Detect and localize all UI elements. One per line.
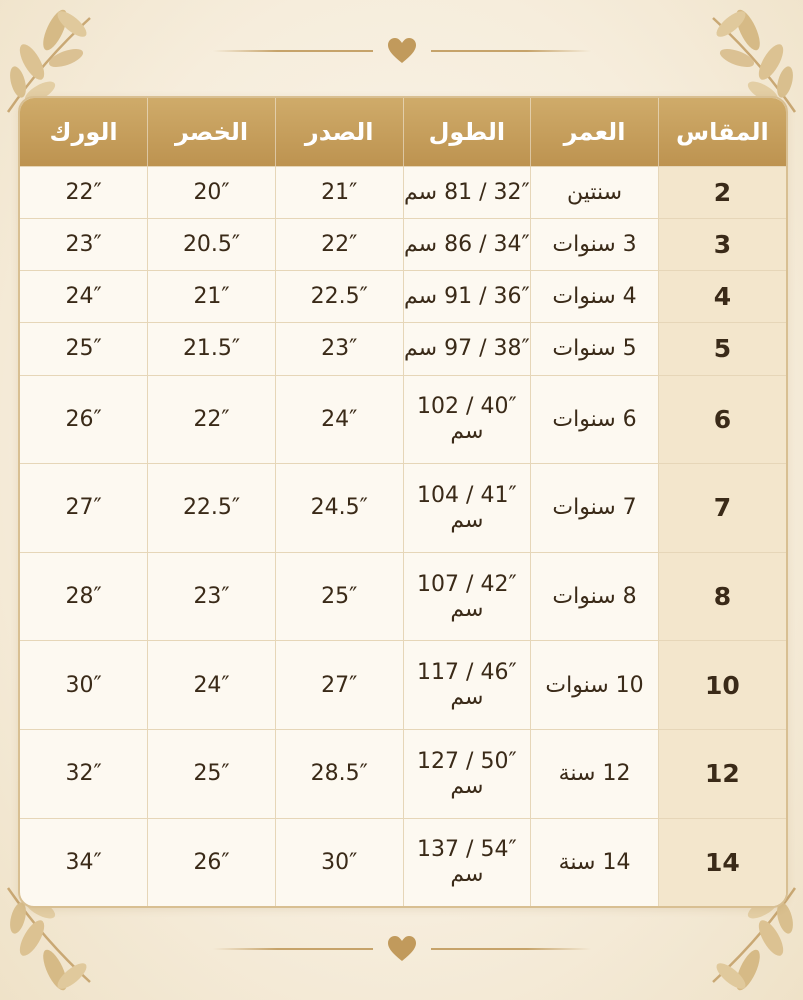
hip-cell: 28″ bbox=[20, 552, 148, 641]
divider-line bbox=[431, 948, 591, 950]
table-row bbox=[20, 375, 786, 464]
age-cell: سنتين bbox=[531, 167, 659, 219]
waist-cell: 22.5″ bbox=[148, 464, 276, 553]
heart-icon bbox=[387, 37, 417, 65]
header-row bbox=[20, 98, 786, 167]
size-cell: 7 bbox=[658, 464, 786, 553]
age-cell: 5 سنوات bbox=[531, 323, 659, 375]
chest-cell: 21″ bbox=[275, 167, 403, 219]
age-cell: 6 سنوات bbox=[531, 375, 659, 464]
length-cell: 42″ / 107 سم bbox=[403, 552, 531, 641]
waist-cell: 24″ bbox=[148, 641, 276, 730]
size-chart-table bbox=[18, 96, 788, 908]
header-chest: الصدر bbox=[275, 98, 403, 167]
header-size: المقاس bbox=[658, 98, 786, 167]
size-cell: 4 bbox=[658, 271, 786, 323]
chest-cell: 24.5″ bbox=[275, 464, 403, 553]
length-cell: 46″ / 117 سم bbox=[403, 641, 531, 730]
hip-cell: 32″ bbox=[20, 730, 148, 819]
length-cell: 38″ / 97 سم bbox=[403, 323, 531, 375]
table-row bbox=[20, 323, 786, 375]
length-cell: 54″ / 137 سم bbox=[403, 818, 531, 906]
top-divider bbox=[0, 36, 803, 66]
bottom-divider bbox=[0, 934, 803, 964]
waist-cell: 26″ bbox=[148, 818, 276, 906]
chest-cell: 25″ bbox=[275, 552, 403, 641]
hip-cell: 26″ bbox=[20, 375, 148, 464]
table-row bbox=[20, 818, 786, 906]
header-waist: الخصر bbox=[148, 98, 276, 167]
header-hip: الورك bbox=[20, 98, 148, 167]
table-row bbox=[20, 167, 786, 219]
chest-cell: 28.5″ bbox=[275, 730, 403, 819]
length-cell: 40″ / 102 سم bbox=[403, 375, 531, 464]
size-cell: 14 bbox=[658, 818, 786, 906]
divider-line bbox=[213, 50, 373, 52]
table-row bbox=[20, 271, 786, 323]
length-cell: 50″ / 127 سم bbox=[403, 730, 531, 819]
table-row bbox=[20, 552, 786, 641]
hip-cell: 25″ bbox=[20, 323, 148, 375]
size-cell: 3 bbox=[658, 219, 786, 271]
table-row bbox=[20, 730, 786, 819]
age-cell: 14 سنة bbox=[531, 818, 659, 906]
hip-cell: 27″ bbox=[20, 464, 148, 553]
age-cell: 7 سنوات bbox=[531, 464, 659, 553]
waist-cell: 21.5″ bbox=[148, 323, 276, 375]
size-cell: 8 bbox=[658, 552, 786, 641]
waist-cell: 20.5″ bbox=[148, 219, 276, 271]
size-cell: 5 bbox=[658, 323, 786, 375]
age-cell: 3 سنوات bbox=[531, 219, 659, 271]
chest-cell: 24″ bbox=[275, 375, 403, 464]
waist-cell: 21″ bbox=[148, 271, 276, 323]
age-cell: 10 سنوات bbox=[531, 641, 659, 730]
heart-icon bbox=[387, 935, 417, 963]
hip-cell: 23″ bbox=[20, 219, 148, 271]
waist-cell: 23″ bbox=[148, 552, 276, 641]
waist-cell: 20″ bbox=[148, 167, 276, 219]
chest-cell: 27″ bbox=[275, 641, 403, 730]
size-cell: 6 bbox=[658, 375, 786, 464]
hip-cell: 22″ bbox=[20, 167, 148, 219]
chest-cell: 22″ bbox=[275, 219, 403, 271]
length-cell: 41″ / 104 سم bbox=[403, 464, 531, 553]
chest-cell: 30″ bbox=[275, 818, 403, 906]
divider-line bbox=[213, 948, 373, 950]
age-cell: 4 سنوات bbox=[531, 271, 659, 323]
divider-line bbox=[431, 50, 591, 52]
size-cell: 10 bbox=[658, 641, 786, 730]
table-row bbox=[20, 464, 786, 553]
length-cell: 32″ / 81 سم bbox=[403, 167, 531, 219]
age-cell: 12 سنة bbox=[531, 730, 659, 819]
chest-cell: 23″ bbox=[275, 323, 403, 375]
waist-cell: 25″ bbox=[148, 730, 276, 819]
hip-cell: 24″ bbox=[20, 271, 148, 323]
hip-cell: 30″ bbox=[20, 641, 148, 730]
size-cell: 12 bbox=[658, 730, 786, 819]
length-cell: 34″ / 86 سم bbox=[403, 219, 531, 271]
header-age: العمر bbox=[531, 98, 659, 167]
table-row bbox=[20, 641, 786, 730]
table-row bbox=[20, 219, 786, 271]
length-cell: 36″ / 91 سم bbox=[403, 271, 531, 323]
age-cell: 8 سنوات bbox=[531, 552, 659, 641]
waist-cell: 22″ bbox=[148, 375, 276, 464]
chest-cell: 22.5″ bbox=[275, 271, 403, 323]
size-cell: 2 bbox=[658, 167, 786, 219]
hip-cell: 34″ bbox=[20, 818, 148, 906]
header-length: الطول bbox=[403, 98, 531, 167]
